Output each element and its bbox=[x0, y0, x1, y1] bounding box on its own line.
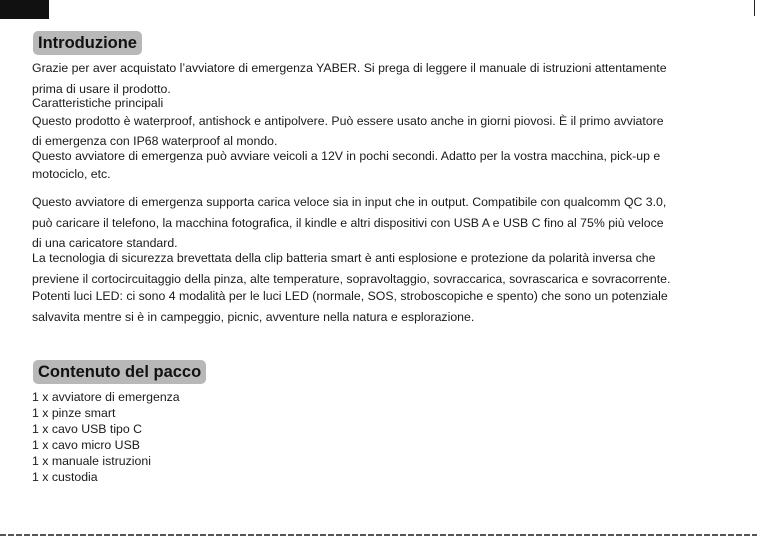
intro-body bbox=[32, 60, 732, 326]
list-item: 1 x pinze smart bbox=[32, 406, 116, 420]
intro-line: Questo avviatore di emergenza supporta carica veloce sia in input che in output. Compatibile con qualcomm QC 3.0, bbox=[32, 195, 667, 210]
list-item: 1 x manuale istruzioni bbox=[32, 454, 151, 468]
intro-line: previene il cortocircuitaggio della pinza, alte temperature, sopravoltaggio, sovraccarica, sovrascarica e sovracorrente. bbox=[32, 271, 671, 286]
package-section bbox=[32, 360, 732, 384]
list-item: 1 x custodia bbox=[32, 470, 98, 484]
intro-line: prima di usare il prodotto. bbox=[32, 81, 171, 96]
intro-line: Questo prodotto è waterproof, antishock e antipolvere. Può essere usato anche in giorni piovosi. È il primo avviatore bbox=[32, 113, 664, 128]
intro-line: di una caricatore standard. bbox=[32, 236, 178, 251]
intro-heading: Introduzione bbox=[33, 31, 142, 55]
intro-line: salvavita mentre si è in campeggio, picnic, avventure nella natura e esplorazione. bbox=[32, 309, 475, 324]
list-item: 1 x cavo USB tipo C bbox=[32, 422, 143, 436]
intro-section bbox=[32, 31, 732, 55]
page-edge-mark bbox=[754, 0, 755, 16]
list-item: 1 x avviatore di emergenza bbox=[32, 390, 180, 404]
intro-line: Caratteristiche principali bbox=[32, 96, 164, 111]
corner-tab bbox=[0, 0, 49, 19]
intro-line: di emergenza con IP68 waterproof al mondo. bbox=[32, 134, 278, 149]
intro-line: motociclo, etc. bbox=[32, 166, 111, 181]
intro-line: può caricare il telefono, la macchina fotografica, il kindle e altri dispositivi con USB A e USB C fino al 75% più veloce bbox=[32, 215, 664, 230]
package-heading: Contenuto del pacco bbox=[33, 360, 206, 384]
package-list bbox=[32, 389, 732, 485]
intro-line: Questo avviatore di emergenza può avviare veicoli a 12V in pochi secondi. Adatto per la vostra macchina, pick-up e bbox=[32, 148, 661, 163]
intro-line: La tecnologia di sicurezza brevettata della clip batteria smart è anti esplosione e protezione da polarità inversa che bbox=[32, 250, 656, 265]
intro-line: Potenti luci LED: ci sono 4 modalità per le luci LED (normale, SOS, stroboscopiche e spento) che sono un potenziale bbox=[32, 289, 668, 304]
intro-line: Grazie per aver acquistato l’avviatore di emergenza YABER. Si prega di leggere il manuale di istruzioni attentamente bbox=[32, 61, 667, 75]
list-item: 1 x cavo micro USB bbox=[32, 438, 140, 452]
